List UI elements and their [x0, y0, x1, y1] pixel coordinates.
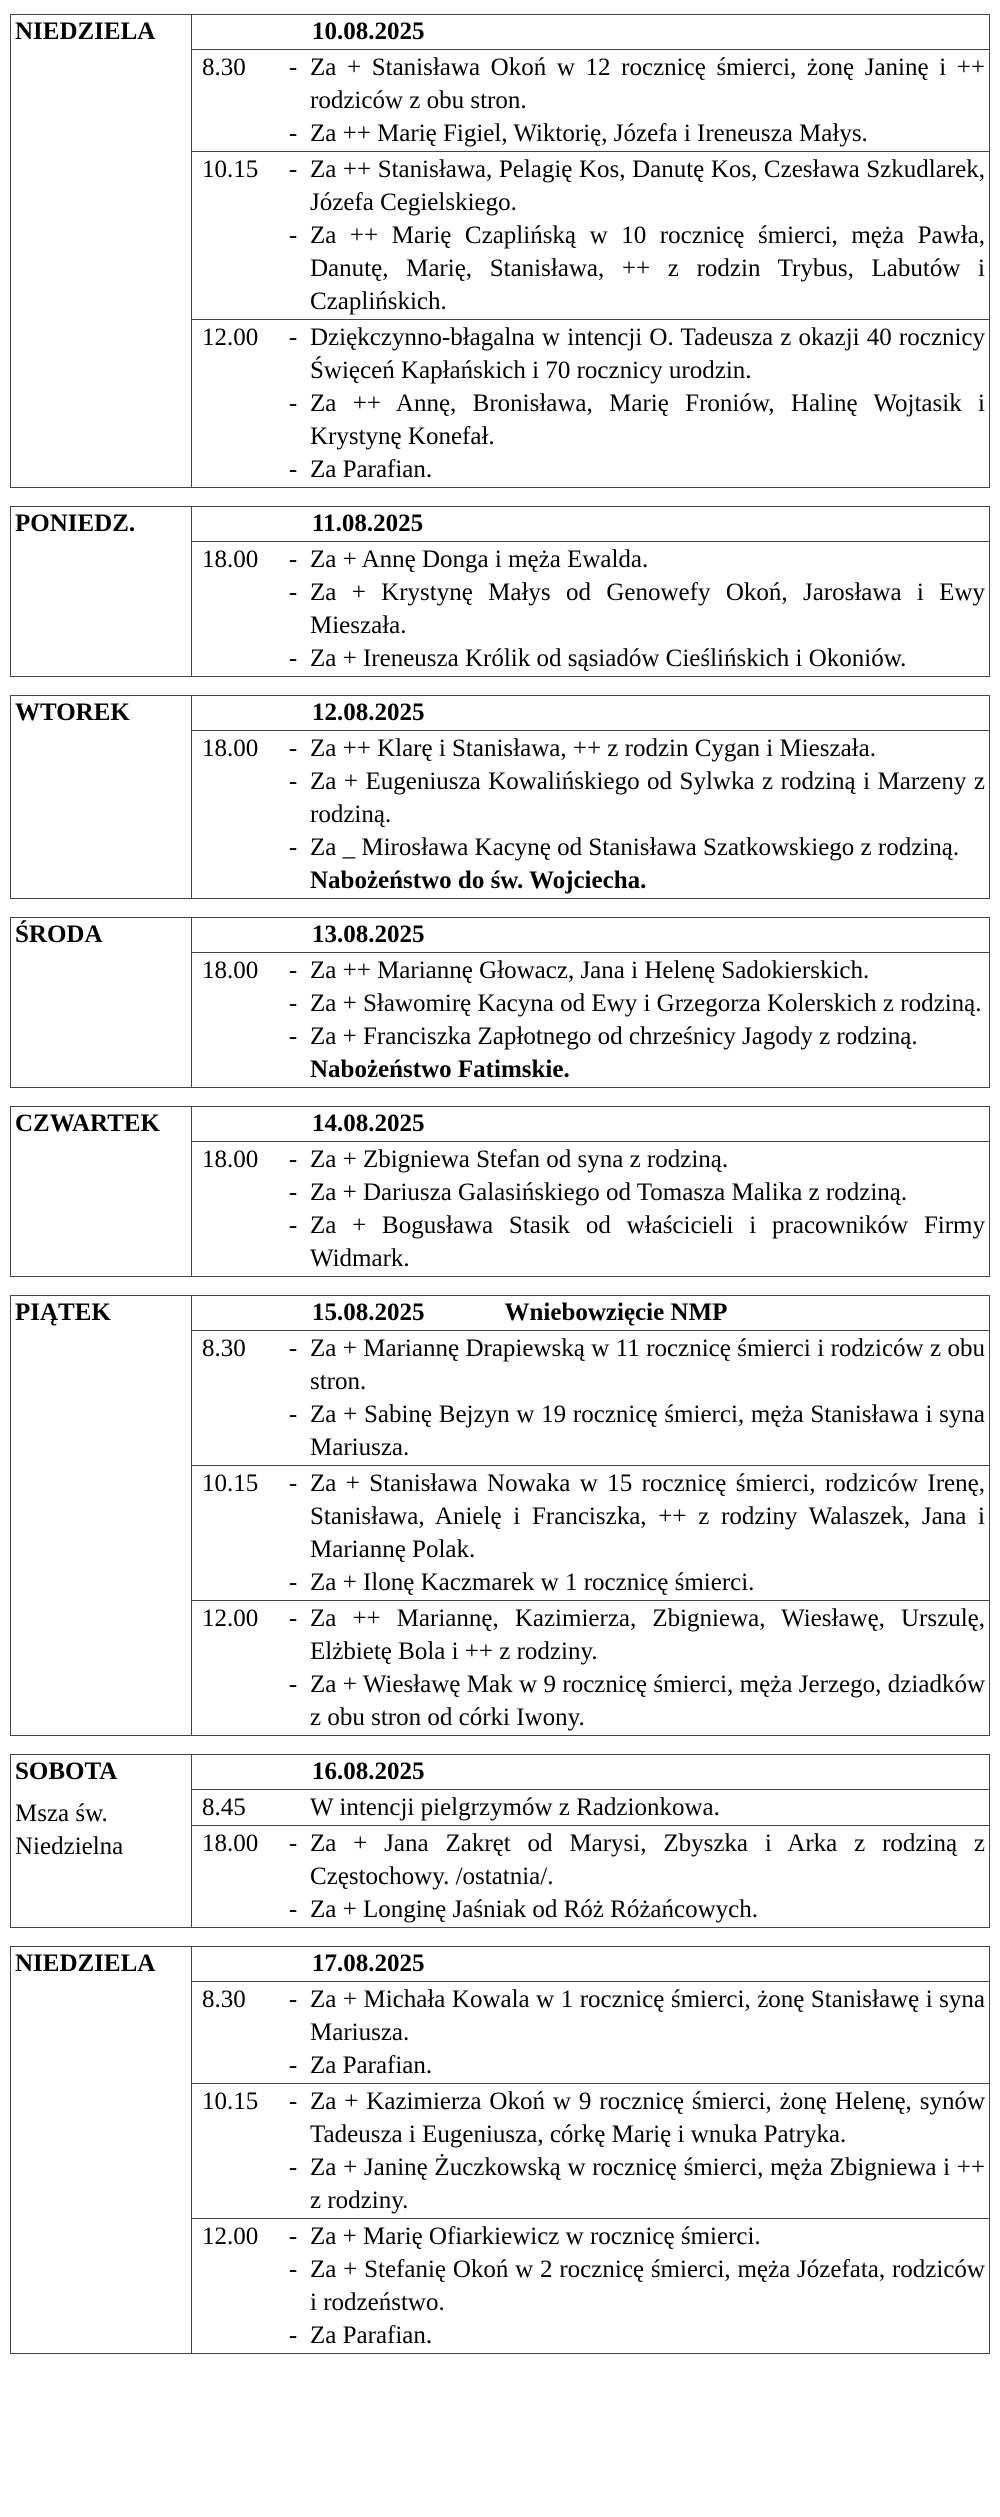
mass-slot — [192, 1789, 989, 1825]
mass-time: 8.30 — [202, 54, 246, 81]
day-name: ŚRODA — [15, 921, 103, 948]
day-date: 15.08.2025 — [312, 1299, 425, 1326]
mass-time: 18.00 — [202, 1146, 259, 1173]
intention-dash: - — [288, 579, 298, 606]
intention-item — [276, 51, 985, 117]
intention-dash — [276, 1053, 310, 1086]
intention-item — [276, 1020, 985, 1053]
intention-text: Za + Annę Donga i męża Ewalda. — [310, 546, 649, 573]
day-content — [191, 1947, 989, 2353]
intention-dash: - — [288, 834, 298, 861]
intention-item — [276, 2049, 985, 2082]
intention-dash — [276, 1791, 310, 1824]
day-name: SOBOTA — [15, 1758, 118, 1785]
mass-time: 18.00 — [202, 957, 259, 984]
intentions-list — [276, 732, 985, 897]
intention-item — [276, 219, 985, 318]
intention-item — [276, 117, 985, 150]
intention-item — [276, 1791, 985, 1824]
intention-item — [276, 1143, 985, 1176]
intention-item — [276, 2319, 985, 2352]
day-label-cell — [11, 1107, 191, 1276]
feast-name: Wniebowzięcie NMP — [504, 1299, 728, 1326]
mass-slot — [192, 541, 989, 676]
mass-time: 18.00 — [202, 546, 259, 573]
intentions-list — [276, 2220, 985, 2352]
intention-dash — [276, 864, 310, 897]
mass-slot — [192, 1141, 989, 1276]
day-date: 10.08.2025 — [312, 18, 425, 45]
intention-item — [276, 732, 985, 765]
intention-text: W intencji pielgrzymów z Radzionkowa. — [310, 1794, 720, 1821]
intention-item — [276, 453, 985, 486]
day-label-cell — [11, 1755, 191, 1927]
intentions-list — [276, 153, 985, 318]
intention-text: Za + Sławomirę Kacyna od Ewy i Grzegorza Kolerskich z rodziną. — [310, 990, 982, 1017]
intention-dash: - — [288, 1569, 298, 1596]
day-date: 13.08.2025 — [312, 921, 425, 948]
intention-dash: - — [288, 1179, 298, 1206]
mass-time: 18.00 — [202, 735, 259, 762]
day-name: PIĄTEK — [15, 1299, 111, 1326]
day-label-cell — [11, 1947, 191, 2353]
intention-item — [276, 1827, 985, 1893]
intention-text: Za + Stanisława Nowaka w 15 rocznicę śmierci, rodziców Irenę, Stanisława, Anielę i Franciszka, ++ z rodziny Walaszek, Jana i Mariannę Polak. — [310, 1470, 985, 1563]
day-date: 17.08.2025 — [312, 1950, 425, 1977]
intention-dash: - — [288, 957, 298, 984]
intention-text: Za + Ireneusza Królik od sąsiadów Cieślińskich i Okoniów. — [310, 645, 907, 672]
intention-text: Za + Michała Kowala w 1 rocznicę śmierci, żonę Stanisławę i syna Mariusza. — [310, 1986, 985, 2046]
intentions-list — [276, 1791, 985, 1824]
day-header — [192, 1296, 989, 1330]
day-header — [192, 918, 989, 952]
intention-dash: - — [288, 1212, 298, 1239]
intention-item — [276, 864, 985, 897]
intention-text: Za + Kazimierza Okoń w 9 rocznicę śmierci, żonę Helenę, synów Tadeusza i Eugeniusza, córkę Marię i wnuka Patryka. — [310, 2088, 985, 2148]
mass-slot — [192, 952, 989, 1087]
intention-dash: - — [288, 735, 298, 762]
mass-time: 10.15 — [202, 156, 259, 183]
intention-text: Za + Stanisława Okoń w 12 rocznicę śmierci, żonę Janinę i ++ rodziców z obu stron. — [310, 54, 985, 114]
intentions-list — [276, 1332, 985, 1464]
intention-text: Za + Bogusława Stasik od właścicieli i pracowników Firmy Widmark. — [310, 1212, 985, 1272]
intention-dash: - — [288, 456, 298, 483]
intention-item — [276, 1893, 985, 1926]
day-label-cell — [11, 15, 191, 487]
intention-item — [276, 387, 985, 453]
day-block — [10, 1754, 990, 1928]
day-date: 11.08.2025 — [312, 510, 424, 537]
day-header — [192, 1755, 989, 1789]
mass-slot — [192, 49, 989, 151]
intentions-list — [276, 1467, 985, 1599]
intention-text: Za _ Mirosława Kacynę od Stanisława Szatkowskiego z rodziną. — [310, 834, 960, 861]
intention-dash: - — [288, 2154, 298, 2181]
day-content — [191, 1755, 989, 1927]
intention-dash: - — [288, 2223, 298, 2250]
intention-item — [276, 1398, 985, 1464]
intention-item — [276, 153, 985, 219]
intention-dash: - — [288, 1146, 298, 1173]
intention-dash: - — [288, 1671, 298, 1698]
intention-text: Za + Ilonę Kaczmarek w 1 rocznicę śmierci. — [310, 1569, 755, 1596]
mass-time: 8.30 — [202, 1986, 246, 2013]
day-block — [10, 917, 990, 1088]
mass-slot — [192, 1465, 989, 1600]
intention-dash: - — [288, 768, 298, 795]
mass-time: 10.15 — [202, 2088, 259, 2115]
intention-dash: - — [288, 645, 298, 672]
day-date: 16.08.2025 — [312, 1758, 425, 1785]
intention-item — [276, 2253, 985, 2319]
intention-text: Za ++ Klarę i Stanisława, ++ z rodzin Cygan i Mieszała. — [310, 735, 876, 762]
mass-time: 10.15 — [202, 1470, 259, 1497]
intention-item — [276, 1983, 985, 2049]
day-date: 12.08.2025 — [312, 699, 425, 726]
day-name: NIEDZIELA — [15, 1950, 156, 1977]
day-header — [192, 1947, 989, 1981]
intention-text: Za + Franciszka Zapłotnego od chrześnicy Jagody z rodziną. — [310, 1023, 918, 1050]
intention-item — [276, 1176, 985, 1209]
service-note: Nabożeństwo Fatimskie. — [310, 1056, 570, 1083]
intention-text: Dziękczynno-błagalna w intencji O. Tadeusza z okazji 40 rocznicy Święceń Kapłańskich i 70 rocznicy urodzin. — [310, 324, 985, 384]
intention-item — [276, 1467, 985, 1566]
intention-dash: - — [288, 990, 298, 1017]
intentions-list — [276, 1983, 985, 2082]
intention-item — [276, 576, 985, 642]
intention-text: Za + Krystynę Małys od Genowefy Okoń, Jarosława i Ewy Mieszała. — [310, 579, 985, 639]
intention-dash: - — [288, 1335, 298, 1362]
intention-dash: - — [288, 1986, 298, 2013]
intention-dash: - — [288, 1470, 298, 1497]
day-header — [192, 507, 989, 541]
day-content — [191, 1296, 989, 1735]
intention-dash: - — [288, 1830, 298, 1857]
intention-text: Za ++ Mariannę Głowacz, Jana i Helenę Sadokierskich. — [310, 957, 870, 984]
intention-dash: - — [288, 390, 298, 417]
day-block — [10, 1295, 990, 1736]
mass-slot — [192, 2218, 989, 2353]
intention-dash: - — [288, 2256, 298, 2283]
mass-time: 12.00 — [202, 1605, 259, 1632]
intention-text: Za + Zbigniewa Stefan od syna z rodziną. — [310, 1146, 729, 1173]
intention-text: Za + Wiesławę Mak w 9 rocznicę śmierci, męża Jerzego, dziadków z obu stron od córki Iwony. — [310, 1671, 985, 1731]
intention-text: Za ++ Stanisława, Pelagię Kos, Danutę Kos, Czesława Szkudlarek, Józefa Cegielskiego. — [310, 156, 985, 216]
day-label-cell — [11, 507, 191, 676]
day-name: PONIEDZ. — [15, 510, 136, 537]
day-block — [10, 1106, 990, 1277]
intention-text: Za + Dariusza Galasińskiego od Tomasza Malika z rodziną. — [310, 1179, 908, 1206]
intentions-list — [276, 2085, 985, 2217]
intention-text: Za + Janinę Żuczkowską w rocznicę śmierci, męża Zbigniewa i ++ z rodziny. — [310, 2154, 985, 2214]
intention-item — [276, 831, 985, 864]
mass-slot — [192, 151, 989, 319]
mass-time: 8.30 — [202, 1335, 246, 1362]
day-content — [191, 918, 989, 1087]
intention-text: Za + Stefanię Okoń w 2 rocznicę śmierci, męża Józefata, rodziców i rodzeństwo. — [310, 2256, 985, 2316]
intention-item — [276, 1332, 985, 1398]
day-label-cell — [11, 1296, 191, 1735]
mass-slot — [192, 1330, 989, 1465]
mass-slot — [192, 2083, 989, 2218]
day-label-cell — [11, 696, 191, 898]
mass-slot — [192, 319, 989, 487]
intentions-list — [276, 321, 985, 486]
day-block — [10, 1946, 990, 2354]
day-name: WTOREK — [15, 699, 130, 726]
intentions-list — [276, 1143, 985, 1275]
day-date: 14.08.2025 — [312, 1110, 425, 1137]
day-content — [191, 1107, 989, 1276]
intention-item — [276, 954, 985, 987]
intention-item — [276, 2220, 985, 2253]
intention-dash: - — [288, 1896, 298, 1923]
intention-text: Za + Marię Ofiarkiewicz w rocznicę śmierci. — [310, 2223, 761, 2250]
service-note: Nabożeństwo do św. Wojciecha. — [310, 867, 647, 894]
intention-text: Za ++ Mariannę, Kazimierza, Zbigniewa, Wiesławę, Urszulę, Elżbietę Bola i ++ z rodziny. — [310, 1605, 985, 1665]
day-header — [192, 696, 989, 730]
day-header — [192, 15, 989, 49]
intention-text: Za Parafian. — [310, 2052, 433, 2079]
mass-slot — [192, 1600, 989, 1735]
intention-text: Za ++ Marię Figiel, Wiktorię, Józefa i Ireneusza Małys. — [310, 120, 868, 147]
intention-text: Za + Mariannę Drapiewską w 11 rocznicę śmierci i rodziców z obu stron. — [310, 1335, 985, 1395]
intention-item — [276, 1566, 985, 1599]
mass-time: 18.00 — [202, 1830, 259, 1857]
intention-item — [276, 1602, 985, 1668]
intention-dash: - — [288, 2088, 298, 2115]
day-note: Msza św. Niedzielna — [15, 1800, 124, 1860]
intention-text: Za + Jana Zakręt od Marysi, Zbyszka i Arka z rodziną z Częstochowy. /ostatnia/. — [310, 1830, 985, 1890]
intention-text: Za + Sabinę Bejzyn w 19 rocznicę śmierci, męża Stanisława i syna Mariusza. — [310, 1401, 985, 1461]
intention-dash: - — [288, 546, 298, 573]
intention-text: Za ++ Annę, Bronisława, Marię Froniów, Halinę Wojtasik i Krystynę Konefał. — [310, 390, 985, 450]
intention-item — [276, 321, 985, 387]
mass-slot — [192, 730, 989, 898]
mass-slot — [192, 1825, 989, 1927]
intention-item — [276, 642, 985, 675]
intention-dash: - — [288, 1023, 298, 1050]
intention-dash: - — [288, 54, 298, 81]
day-label-cell — [11, 918, 191, 1087]
intention-dash: - — [288, 2322, 298, 2349]
intention-text: Za Parafian. — [310, 456, 433, 483]
day-block — [10, 506, 990, 677]
mass-time: 8.45 — [202, 1794, 246, 1821]
day-content — [191, 507, 989, 676]
intention-text: Za ++ Marię Czaplińską w 10 rocznicę śmierci, męża Pawła, Danutę, Marię, Stanisława, ++ z rodzin Trybus, Labutów i Czaplińskich. — [310, 222, 985, 315]
day-header — [192, 1107, 989, 1141]
day-content — [191, 15, 989, 487]
intention-dash: - — [288, 1401, 298, 1428]
intention-dash: - — [288, 324, 298, 351]
intention-item — [276, 2085, 985, 2151]
intention-item — [276, 1053, 985, 1086]
intention-item — [276, 1209, 985, 1275]
intention-text: Za + Longinę Jaśniak od Róż Różańcowych. — [310, 1896, 759, 1923]
intentions-list — [276, 954, 985, 1086]
intentions-list — [276, 543, 985, 675]
intention-item — [276, 987, 985, 1020]
intention-item — [276, 2151, 985, 2217]
intention-text: Za + Eugeniusza Kowalińskiego od Sylwka z rodziną i Marzeny z rodziną. — [310, 768, 985, 828]
intention-dash: - — [288, 120, 298, 147]
day-name: NIEDZIELA — [15, 18, 156, 45]
day-content — [191, 696, 989, 898]
intention-item — [276, 543, 985, 576]
day-block — [10, 14, 990, 488]
intention-dash: - — [288, 1605, 298, 1632]
intention-dash: - — [288, 2052, 298, 2079]
intention-text: Za Parafian. — [310, 2322, 433, 2349]
intentions-list — [276, 1827, 985, 1926]
mass-slot — [192, 1981, 989, 2083]
intention-item — [276, 1668, 985, 1734]
day-name: CZWARTEK — [15, 1110, 160, 1137]
mass-time: 12.00 — [202, 2223, 259, 2250]
intention-item — [276, 765, 985, 831]
intention-dash: - — [288, 156, 298, 183]
intentions-list — [276, 1602, 985, 1734]
intention-dash: - — [288, 222, 298, 249]
mass-time: 12.00 — [202, 324, 259, 351]
intentions-list — [276, 51, 985, 150]
day-block — [10, 695, 990, 899]
